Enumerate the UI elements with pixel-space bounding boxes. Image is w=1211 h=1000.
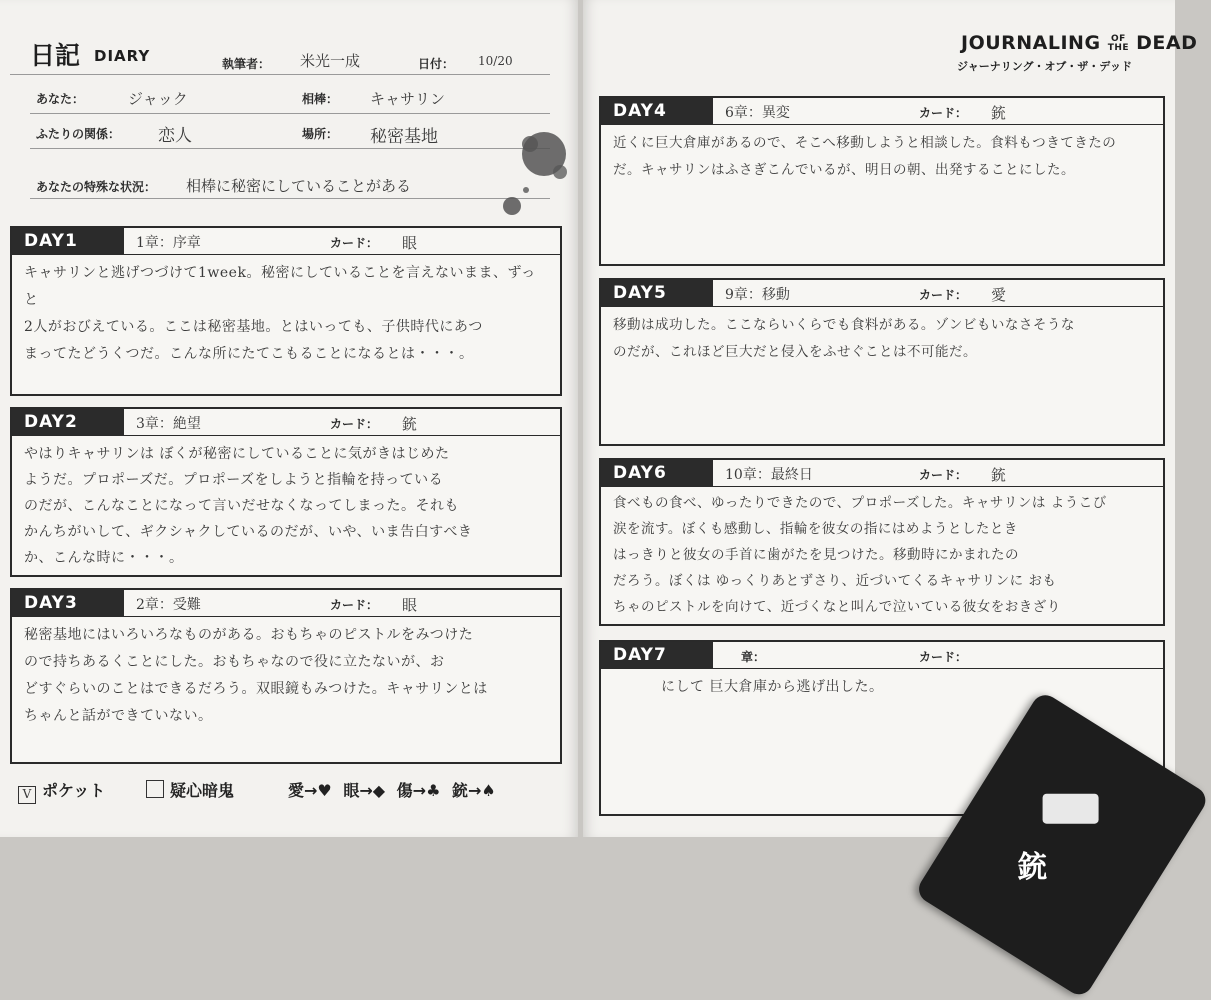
brand-logo: [961, 32, 1197, 54]
day-tag: DAY7: [601, 642, 713, 668]
entry-line: 食べもの食べ、ゆったりできたので、プロポーズした。キャサリンは ようこび: [613, 495, 1107, 511]
entry-line: まってたどうくつだ。こんな所にたてこもることになるとは・・・。: [24, 346, 474, 362]
heart-icon: ♥: [317, 781, 332, 800]
right-page: [583, 0, 1198, 885]
entry-line: 2人がおびえている。ここは秘密基地。とはいっても、子供時代にあつ: [24, 319, 483, 335]
day-card-value: 銃: [402, 415, 418, 433]
day-entry: [24, 260, 548, 368]
day-chapter: 9章：移動: [725, 287, 790, 303]
day-card-value: 愛: [991, 286, 1007, 304]
day-box: [10, 588, 562, 764]
rule-4: [30, 198, 550, 199]
day-chapter: 1章：序章: [136, 235, 201, 251]
day-card-label: カード：: [330, 417, 379, 431]
entry-line: のだが、これほど巨大だと侵入をふせぐことは不可能だ。: [613, 344, 977, 360]
gun-card-label: 銃: [1017, 849, 1048, 885]
ink-stain-icon: [490, 120, 580, 220]
club-icon: ♣: [426, 781, 441, 800]
day-card-value: 銃: [991, 466, 1007, 484]
author-value: 米光一成: [300, 52, 361, 70]
day-header: [12, 409, 560, 436]
entry-line: ちゃんと話ができていない。: [24, 708, 213, 724]
day-header: [12, 590, 560, 617]
day-entry: [613, 490, 1151, 620]
doubt-legend: [146, 778, 234, 801]
day-entry: [24, 622, 548, 730]
entry-line: かんちがいして、ギクシャクしているのだが、いや、いま告白すべき: [24, 524, 473, 540]
day-chapter: 3章：絶望: [136, 416, 201, 432]
entry-line: ようだ。プロポーズだ。プロポーズをしようと指輪を持っている: [24, 472, 444, 488]
place-value: 秘密基地: [370, 127, 438, 147]
date-label: 日付：: [418, 57, 455, 71]
day-header: [601, 460, 1163, 487]
partner-value: キャサリン: [370, 90, 446, 108]
day-entry: [24, 441, 548, 571]
day-box: [599, 278, 1165, 446]
day-box: [599, 96, 1165, 266]
day-tag: DAY5: [601, 280, 713, 306]
day-entry: [613, 130, 1151, 184]
day-card-label: カード：: [919, 650, 968, 664]
gun-icon: [1043, 794, 1099, 824]
entry-line: ちゃのピストルを向けて、近づくなと叫んで泣いている彼女をおきざり: [613, 599, 1061, 615]
spade-icon: ♠: [481, 781, 496, 800]
day-box: [599, 458, 1165, 626]
entry-line: 移動は成功した。ここならいくらでも食料がある。ゾンビもいなさそうな: [613, 317, 1075, 333]
entry-line: キャサリンと逃げつづけて1week。秘密にしていることを言えないまま、ずっと: [24, 265, 536, 308]
ju-label: 銃→: [452, 781, 482, 800]
diamond-icon: ◆: [372, 781, 386, 800]
brand-the: THE: [1107, 43, 1130, 53]
day-tag: DAY3: [12, 590, 124, 616]
day-chapter: 2章：受難: [136, 597, 201, 613]
day-chapter: 10章：最終日: [725, 467, 813, 483]
doubt-label: 疑心暗鬼: [170, 781, 235, 800]
entry-line: だろう。ぼくは ゆっくりあとずさり、近づいてくるキャサリンに おも: [613, 573, 1057, 589]
day-header: [12, 228, 560, 255]
entry-line: 近くに巨大倉庫があるので、そこへ移動しようと相談した。食料もつきてきたの: [613, 135, 1117, 151]
rule-2: [30, 113, 550, 114]
entry-line: だ。キャサリンはふさぎこんでいるが、明日の朝、出発することにした。: [613, 162, 1075, 178]
day-entry: [613, 312, 1151, 366]
day-tag: DAY2: [12, 409, 124, 435]
day-tag: DAY1: [12, 228, 124, 254]
day-chapter: 6章：異変: [725, 105, 790, 121]
pocket-label: ポケット: [42, 781, 106, 800]
relation-label: ふたりの関係：: [36, 127, 121, 141]
day-header: [601, 280, 1163, 307]
day-card-value: 銃: [991, 104, 1007, 122]
day-card-label: カード：: [919, 288, 968, 302]
rule-3: [30, 148, 550, 149]
date-value: 10/20: [478, 54, 513, 68]
day-tag: DAY6: [601, 460, 713, 486]
day-header: [601, 98, 1163, 125]
day-header: [601, 642, 1163, 669]
header-rule: [10, 74, 550, 75]
doubt-checkbox[interactable]: [146, 780, 164, 798]
day-box: [10, 407, 562, 577]
day-card-label: カード：: [330, 236, 379, 250]
entry-line: にして 巨大倉庫から逃げ出した。: [661, 679, 884, 695]
partner-label: 相棒：: [302, 92, 339, 106]
entry-line: のだが、こんなことになって言いだせなくなってしまった。それも: [24, 498, 459, 514]
pocket-checkbox[interactable]: V: [18, 786, 36, 804]
entry-line: 涙を流す。ぼくも感動し、指輪を彼女の指にはめようとしたとき: [613, 521, 1018, 537]
me-label: 眼→: [343, 781, 373, 800]
entry-line: 秘密基地にはいろいろなものがある。おもちゃのピストルをみつけた: [24, 627, 474, 643]
day-box: [10, 226, 562, 396]
day-card-value: 眼: [402, 596, 418, 614]
kizu-label: 傷→: [396, 781, 427, 800]
suit-legend: [288, 778, 496, 801]
entry-line: やはりキャサリンは ぼくが秘密にしていることに気がきはじめた: [24, 446, 450, 462]
entry-line: ので持ちあるくことにした。おもちゃなので役に立たないが、お: [24, 654, 445, 670]
day-entry: [661, 674, 1151, 701]
brand-dead: DEAD: [1136, 32, 1198, 54]
day-card-label: カード：: [330, 598, 379, 612]
pocket-legend: [18, 778, 105, 804]
special-value: 相棒に秘密にしていることがある: [186, 177, 412, 195]
special-label: あなたの特殊な状況：: [36, 180, 157, 194]
entry-line: か、こんな時に・・・。: [24, 550, 184, 566]
relation-value: 恋人: [158, 126, 192, 146]
day-card-value: 眼: [402, 234, 418, 252]
day-card-label: カード：: [919, 468, 968, 482]
day-chapter: 章：: [741, 650, 766, 664]
you-label: あなた：: [36, 92, 85, 106]
entry-line: どすぐらいのことはできるだろう。双眼鏡もみつけた。キャサリンとは: [24, 681, 488, 697]
entry-line: はっきりと彼女の手首に歯がたを見つけた。移動時にかまれたの: [613, 547, 1019, 563]
brand-subtitle: ジャーナリング・オブ・ザ・デッド: [957, 60, 1133, 73]
you-value: ジャック: [128, 90, 188, 108]
diary-title: 日記: [30, 41, 81, 70]
author-label: 執筆者：: [222, 57, 271, 71]
left-page: [0, 0, 578, 837]
day-tag: DAY4: [601, 98, 713, 124]
place-label: 場所：: [302, 127, 339, 141]
ai-label: 愛→: [288, 781, 318, 800]
brand-of: OF: [1110, 34, 1126, 44]
brand-journaling: JOURNALING: [961, 32, 1101, 54]
diary-title-en: DIARY: [94, 47, 151, 65]
day-card-label: カード：: [919, 106, 968, 120]
